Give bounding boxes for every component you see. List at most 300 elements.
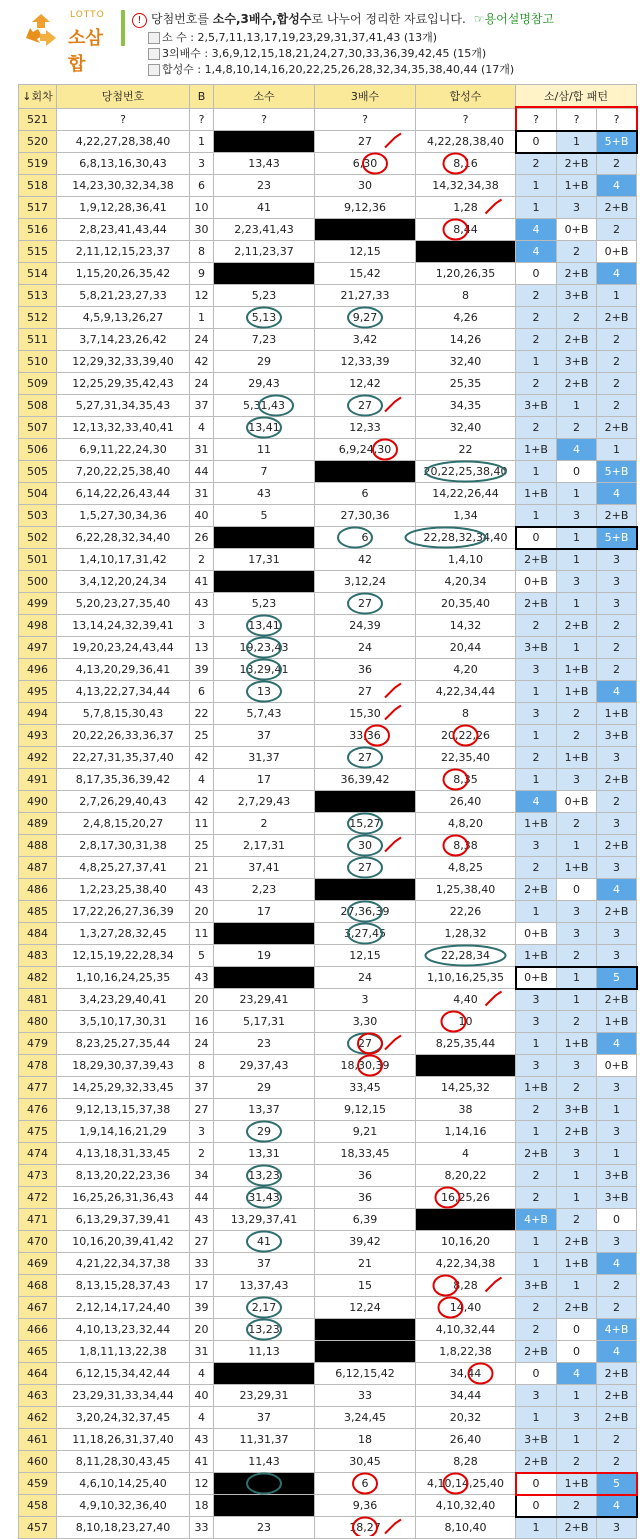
bonus-cell: 41 <box>190 1451 214 1473</box>
prime-cell <box>214 1363 315 1385</box>
multiple3-cell: 30 <box>315 835 416 857</box>
multiple3-cell: 9,36 <box>315 1495 416 1517</box>
composite-cell: 10,16,20 <box>416 1231 516 1253</box>
numbers-cell: 4,22,27,28,38,40 <box>57 131 190 153</box>
round-cell: 508 <box>19 395 57 417</box>
pattern-prime-cell: 1 <box>516 175 557 197</box>
pattern-composite-cell: ? <box>597 109 637 131</box>
prime-cell: 37,41 <box>214 857 315 879</box>
numbers-cell: 1,3,27,28,32,45 <box>57 923 190 945</box>
table-row <box>19 901 637 923</box>
numbers-cell: 6,8,13,16,30,43 <box>57 153 190 175</box>
pattern-composite-cell: 2 <box>597 791 637 813</box>
round-cell: 520 <box>19 131 57 153</box>
numbers-cell: 8,23,25,27,35,44 <box>57 1033 190 1055</box>
round-cell: 493 <box>19 725 57 747</box>
pattern-prime-cell: 1+B <box>516 483 557 505</box>
bonus-cell: 43 <box>190 593 214 615</box>
table-row <box>19 637 637 659</box>
round-cell: 501 <box>19 549 57 571</box>
table-row <box>19 879 637 901</box>
prime-cell: 13,23 <box>214 1319 315 1341</box>
pattern-mult3-cell: 1+B <box>557 1473 597 1495</box>
composite-cell: 1,8,22,38 <box>416 1341 516 1363</box>
composite-cell: 32,40 <box>416 417 516 439</box>
multiple3-cell <box>315 1341 416 1363</box>
prime-cell <box>214 131 315 153</box>
col-composite: 합성수 <box>416 85 516 109</box>
multiple3-cell: 33,36 <box>315 725 416 747</box>
col-bonus: B <box>190 85 214 109</box>
pattern-prime-cell: 2+B <box>516 1451 557 1473</box>
multiple3-cell: 9,12,15 <box>315 1099 416 1121</box>
bonus-cell: 22 <box>190 703 214 725</box>
numbers-cell: 1,9,12,28,36,41 <box>57 197 190 219</box>
bonus-cell: 40 <box>190 1385 214 1407</box>
bonus-cell: 13 <box>190 637 214 659</box>
pattern-mult3-cell: 1 <box>557 593 597 615</box>
pattern-prime-cell: 2 <box>516 1319 557 1341</box>
composite-cell: 20,22,26 <box>416 725 516 747</box>
pattern-prime-cell: 2 <box>516 1297 557 1319</box>
pattern-prime-cell: 4+B <box>516 1209 557 1231</box>
pattern-composite-cell: 1+B <box>597 703 637 725</box>
lotto-table <box>18 84 637 1539</box>
pattern-composite-cell: 2+B <box>597 769 637 791</box>
round-cell: 477 <box>19 1077 57 1099</box>
pattern-mult3-cell: 3+B <box>557 351 597 373</box>
alert-icon: ! <box>132 13 147 28</box>
prime-cell: ? <box>214 109 315 131</box>
prime-cell: 41 <box>214 197 315 219</box>
multiple3-cell: 18,30,39 <box>315 1055 416 1077</box>
round-cell: 491 <box>19 769 57 791</box>
numbers-cell: 1,9,14,16,21,29 <box>57 1121 190 1143</box>
table-row <box>19 725 637 747</box>
round-cell: 462 <box>19 1407 57 1429</box>
title-prefix: 당첨번호를 <box>151 12 213 26</box>
bonus-cell: 11 <box>190 813 214 835</box>
pattern-composite-cell: 2 <box>597 1451 637 1473</box>
pattern-prime-cell: 2+B <box>516 1341 557 1363</box>
prime-cell: 2,23,41,43 <box>214 219 315 241</box>
bonus-cell: 9 <box>190 263 214 285</box>
multiple3-cell: 18,33,45 <box>315 1143 416 1165</box>
pattern-prime-cell: 2 <box>516 153 557 175</box>
bonus-cell: 42 <box>190 747 214 769</box>
round-cell: 511 <box>19 329 57 351</box>
table-row <box>19 769 637 791</box>
multiple3-cell: 33 <box>315 1385 416 1407</box>
bonus-cell: 43 <box>190 1209 214 1231</box>
round-cell: 504 <box>19 483 57 505</box>
pattern-mult3-cell: 2 <box>557 703 597 725</box>
pattern-prime-cell: 1+B <box>516 1077 557 1099</box>
round-cell: 495 <box>19 681 57 703</box>
multiple3-cell <box>315 791 416 813</box>
pattern-composite-cell: 0+B <box>597 241 637 263</box>
multiple3-cell: 3,12,24 <box>315 571 416 593</box>
prime-cell: 23,29,31 <box>214 1385 315 1407</box>
round-cell: 481 <box>19 989 57 1011</box>
pattern-mult3-cell: 1+B <box>557 857 597 879</box>
bonus-cell: 25 <box>190 725 214 747</box>
composite-cell: 4,26 <box>416 307 516 329</box>
multiple3-cell: 15,27 <box>315 813 416 835</box>
divider <box>121 10 125 46</box>
pattern-mult3-cell: 3+B <box>557 1099 597 1121</box>
pattern-composite-cell: 2 <box>597 659 637 681</box>
pattern-mult3-cell: 1 <box>557 549 597 571</box>
multiple3-cell: 24 <box>315 967 416 989</box>
pattern-composite-cell: 2+B <box>597 1407 637 1429</box>
pattern-composite-cell: 2+B <box>597 197 637 219</box>
pattern-composite-cell: 3 <box>597 945 637 967</box>
composite-cell: 8,16 <box>416 153 516 175</box>
multiple3-cell: 33,45 <box>315 1077 416 1099</box>
prime-cell: 2,23 <box>214 879 315 901</box>
table-row <box>19 1341 637 1363</box>
multiple3-cell: 12,15 <box>315 241 416 263</box>
bonus-cell: 24 <box>190 373 214 395</box>
pattern-composite-cell: 5 <box>597 967 637 989</box>
numbers-cell: 4,13,20,29,36,41 <box>57 659 190 681</box>
table-row <box>19 1011 637 1033</box>
bonus-cell: 37 <box>190 1077 214 1099</box>
bonus-cell: 39 <box>190 1297 214 1319</box>
composite-cell: 8,28 <box>416 1275 516 1297</box>
numbers-cell: 12,29,32,33,39,40 <box>57 351 190 373</box>
pattern-composite-cell: 0 <box>597 1209 637 1231</box>
numbers-cell: 8,13,20,22,23,36 <box>57 1165 190 1187</box>
pattern-composite-cell: 3 <box>597 857 637 879</box>
table-row <box>19 1077 637 1099</box>
pattern-mult3-cell: 1+B <box>557 681 597 703</box>
prime-cell: 31,43 <box>214 1187 315 1209</box>
pattern-prime-cell: 3+B <box>516 1275 557 1297</box>
round-cell: 480 <box>19 1011 57 1033</box>
pattern-composite-cell: 5 <box>597 1473 637 1495</box>
numbers-cell: 12,25,29,35,42,43 <box>57 373 190 395</box>
pattern-composite-cell: 2 <box>597 351 637 373</box>
numbers-cell: 20,22,26,33,36,37 <box>57 725 190 747</box>
bonus-cell: 30 <box>190 219 214 241</box>
numbers-cell: ? <box>57 109 190 131</box>
logo <box>20 8 120 75</box>
pattern-mult3-cell: 4 <box>557 1363 597 1385</box>
pattern-prime-cell: 1 <box>516 1033 557 1055</box>
pattern-mult3-cell: 2 <box>557 307 597 329</box>
round-cell: 507 <box>19 417 57 439</box>
composite-cell: 4,40 <box>416 989 516 1011</box>
bonus-cell: 44 <box>190 1187 214 1209</box>
pattern-composite-cell: 4 <box>597 1253 637 1275</box>
pattern-prime-cell: 3 <box>516 659 557 681</box>
round-cell: 475 <box>19 1121 57 1143</box>
prime-cell: 7 <box>214 461 315 483</box>
composite-cell: 14,22,26,44 <box>416 483 516 505</box>
numbers-cell: 2,7,26,29,40,43 <box>57 791 190 813</box>
pattern-composite-cell: 1 <box>597 439 637 461</box>
prime-cell: 2,17 <box>214 1297 315 1319</box>
bonus-cell: 10 <box>190 197 214 219</box>
table-row <box>19 219 637 241</box>
bonus-cell: 3 <box>190 1121 214 1143</box>
pattern-composite-cell: 3 <box>597 1121 637 1143</box>
bonus-cell: 4 <box>190 1407 214 1429</box>
pattern-composite-cell: 2 <box>597 1429 637 1451</box>
round-cell: 482 <box>19 967 57 989</box>
pattern-prime-cell: 0+B <box>516 967 557 989</box>
bonus-cell: 24 <box>190 329 214 351</box>
table-row <box>19 351 637 373</box>
bonus-cell: 43 <box>190 879 214 901</box>
pattern-mult3-cell: 3 <box>557 901 597 923</box>
numbers-cell: 16,25,26,31,36,43 <box>57 1187 190 1209</box>
prime-cell <box>214 923 315 945</box>
table-row <box>19 307 637 329</box>
pattern-prime-cell: 2 <box>516 1187 557 1209</box>
prime-cell: 19 <box>214 945 315 967</box>
multiple3-cell <box>315 219 416 241</box>
prime-cell: 37 <box>214 1407 315 1429</box>
composite-cell: 4,10,14,25,40 <box>416 1473 516 1495</box>
pattern-composite-cell: 4 <box>597 1033 637 1055</box>
pattern-prime-cell: 1 <box>516 197 557 219</box>
bonus-cell: 12 <box>190 1473 214 1495</box>
table-row <box>19 1121 637 1143</box>
bonus-cell: 3 <box>190 153 214 175</box>
table-row <box>19 241 637 263</box>
col-prime: 소수 <box>214 85 315 109</box>
numbers-cell: 5,7,8,15,30,43 <box>57 703 190 725</box>
bonus-cell: 8 <box>190 1055 214 1077</box>
pattern-prime-cell: 1 <box>516 461 557 483</box>
multiple3-cell: 12,15 <box>315 945 416 967</box>
pattern-mult3-cell: 1+B <box>557 175 597 197</box>
pattern-mult3-cell: 1+B <box>557 1253 597 1275</box>
pattern-composite-cell: 2+B <box>597 1363 637 1385</box>
table-row <box>19 1055 637 1077</box>
composite-cell: 1,4,10 <box>416 549 516 571</box>
multiple3-cell: 27 <box>315 681 416 703</box>
composite-cell: 4,22,28,38,40 <box>416 131 516 153</box>
composite-cell: 14,25,32 <box>416 1077 516 1099</box>
bonus-cell: 1 <box>190 307 214 329</box>
prime-cell: 13,41 <box>214 615 315 637</box>
pattern-mult3-cell: 2 <box>557 945 597 967</box>
pattern-prime-cell: 3+B <box>516 637 557 659</box>
multiple3-cell: 18 <box>315 1429 416 1451</box>
numbers-cell: 1,5,27,30,34,36 <box>57 505 190 527</box>
highlight-box-black <box>515 966 638 990</box>
multiple3-cell: 27 <box>315 857 416 879</box>
table-row <box>19 703 637 725</box>
bullet-icon <box>148 48 160 60</box>
numbers-cell: 7,20,22,25,38,40 <box>57 461 190 483</box>
pattern-prime-cell: 0 <box>516 527 557 549</box>
pattern-composite-cell: 3 <box>597 813 637 835</box>
table-row <box>19 989 637 1011</box>
table-row <box>19 1429 637 1451</box>
pattern-composite-cell: 3+B <box>597 1165 637 1187</box>
numbers-cell: 4,13,18,31,33,45 <box>57 1143 190 1165</box>
prime-cell: 17,31 <box>214 549 315 571</box>
numbers-cell: 6,14,22,26,43,44 <box>57 483 190 505</box>
composite-cell: 14,40 <box>416 1297 516 1319</box>
prime-cell: 2 <box>214 813 315 835</box>
pattern-prime-cell: 0 <box>516 1473 557 1495</box>
composite-cell: 20,35,40 <box>416 593 516 615</box>
pattern-composite-cell: 2 <box>597 1275 637 1297</box>
pattern-prime-cell: 1 <box>516 901 557 923</box>
pattern-mult3-cell: 1 <box>557 483 597 505</box>
prime-cell <box>214 1495 315 1517</box>
pattern-prime-cell: 2 <box>516 1099 557 1121</box>
composite-cell: 34,44 <box>416 1363 516 1385</box>
composite-cell: 4,20 <box>416 659 516 681</box>
composite-cell: 22 <box>416 439 516 461</box>
pattern-prime-cell: 0+B <box>516 923 557 945</box>
numbers-cell: 4,5,9,13,26,27 <box>57 307 190 329</box>
table-row <box>19 1165 637 1187</box>
pattern-mult3-cell: 2+B <box>557 1517 597 1539</box>
pattern-prime-cell: 3+B <box>516 1429 557 1451</box>
highlight-box-black <box>515 526 638 550</box>
pattern-composite-cell: 2 <box>597 395 637 417</box>
pattern-prime-cell: 3 <box>516 1011 557 1033</box>
multiple3-cell <box>315 461 416 483</box>
round-cell: 476 <box>19 1099 57 1121</box>
pattern-prime-cell: 0+B <box>516 571 557 593</box>
pattern-mult3-cell: 0 <box>557 879 597 901</box>
multiple3-cell: 3 <box>315 989 416 1011</box>
multiple3-cell: 36,39,42 <box>315 769 416 791</box>
composite-cell: 4,20,34 <box>416 571 516 593</box>
multiple3-cell: 30,45 <box>315 1451 416 1473</box>
numbers-cell: 8,11,28,30,43,45 <box>57 1451 190 1473</box>
pattern-mult3-cell: 2 <box>557 1011 597 1033</box>
pattern-mult3-cell: 2 <box>557 1495 597 1517</box>
glossary-link[interactable]: ☞용어설명참고 <box>473 12 555 26</box>
round-cell: 500 <box>19 571 57 593</box>
prime-cell: 5,23 <box>214 593 315 615</box>
pattern-composite-cell: 4 <box>597 1341 637 1363</box>
pattern-prime-cell: 0 <box>516 263 557 285</box>
table-row <box>19 285 637 307</box>
table-row <box>19 483 637 505</box>
numbers-cell: 11,18,26,31,37,40 <box>57 1429 190 1451</box>
pattern-composite-cell: 3 <box>597 923 637 945</box>
bonus-cell: 8 <box>190 241 214 263</box>
bonus-cell: 11 <box>190 923 214 945</box>
table-row <box>19 1385 637 1407</box>
composite-cell <box>416 241 516 263</box>
pattern-composite-cell: 5+B <box>597 527 637 549</box>
prime-cell: 2,7,29,43 <box>214 791 315 813</box>
pattern-composite-cell: 2 <box>597 219 637 241</box>
bonus-cell: 4 <box>190 1363 214 1385</box>
multiple3-cell: 15 <box>315 1275 416 1297</box>
prime-cell: 13,31 <box>214 1143 315 1165</box>
composite-cell: 20,32 <box>416 1407 516 1429</box>
table-row <box>19 681 637 703</box>
multiple3-cell: 27,36,39 <box>315 901 416 923</box>
pattern-composite-cell: 4 <box>597 263 637 285</box>
table-row <box>19 1143 637 1165</box>
prime-cell: 17 <box>214 769 315 791</box>
composite-cell: 4,22,34,38 <box>416 1253 516 1275</box>
numbers-cell: 1,8,11,13,22,38 <box>57 1341 190 1363</box>
numbers-cell: 6,12,15,34,42,44 <box>57 1363 190 1385</box>
round-cell: 484 <box>19 923 57 945</box>
multiple3-cell: 6,12,15,42 <box>315 1363 416 1385</box>
table-row <box>19 1517 637 1539</box>
composite-cell: 25,35 <box>416 373 516 395</box>
composite-cell: 8,28 <box>416 1451 516 1473</box>
bonus-cell: 20 <box>190 989 214 1011</box>
pattern-composite-cell: 2 <box>597 637 637 659</box>
pattern-mult3-cell: 2+B <box>557 329 597 351</box>
bonus-cell: 25 <box>190 835 214 857</box>
multiple3-cell: 27 <box>315 747 416 769</box>
pattern-mult3-cell: 1 <box>557 527 597 549</box>
pattern-prime-cell: 1+B <box>516 813 557 835</box>
pattern-mult3-cell: 1+B <box>557 747 597 769</box>
multiple3-cell <box>315 1319 416 1341</box>
prime-cell: 37 <box>214 725 315 747</box>
round-cell: 512 <box>19 307 57 329</box>
multiple3-cell: 6,39 <box>315 1209 416 1231</box>
pattern-composite-cell: 2+B <box>597 417 637 439</box>
pattern-prime-cell: 3 <box>516 1055 557 1077</box>
numbers-cell: 3,4,12,20,24,34 <box>57 571 190 593</box>
table-row <box>19 439 637 461</box>
pattern-composite-cell: 3+B <box>597 725 637 747</box>
prime-cell: 37 <box>214 1253 315 1275</box>
round-cell: 506 <box>19 439 57 461</box>
prime-info: 소 수 : 2,5,7,11,13,17,19,23,29,31,37,41,43 (13개) <box>148 29 437 45</box>
table-row <box>19 593 637 615</box>
table-row <box>19 153 637 175</box>
round-cell: 465 <box>19 1341 57 1363</box>
bullet-icon <box>148 64 160 76</box>
pattern-mult3-cell: 2+B <box>557 373 597 395</box>
bonus-cell: 2 <box>190 1143 214 1165</box>
numbers-cell: 8,17,35,36,39,42 <box>57 769 190 791</box>
composite-cell: 4,8,25 <box>416 857 516 879</box>
multiple3-cell: 27 <box>315 1033 416 1055</box>
bonus-cell: 42 <box>190 791 214 813</box>
numbers-cell: 3,5,10,17,30,31 <box>57 1011 190 1033</box>
bonus-cell: 4 <box>190 417 214 439</box>
pattern-prime-cell: 1+B <box>516 439 557 461</box>
prime-cell <box>214 571 315 593</box>
bonus-cell: 12 <box>190 285 214 307</box>
bonus-cell: 40 <box>190 505 214 527</box>
composite-cell <box>416 1209 516 1231</box>
col-round[interactable]: ↓회차 <box>19 85 57 109</box>
multiple3-cell: 36 <box>315 1187 416 1209</box>
pattern-composite-cell: 2 <box>597 615 637 637</box>
pattern-mult3-cell: 1 <box>557 1275 597 1297</box>
round-cell: 487 <box>19 857 57 879</box>
composite-cell: 14,26 <box>416 329 516 351</box>
logo-title: 소삼합 <box>68 28 103 75</box>
numbers-cell: 14,25,29,32,33,45 <box>57 1077 190 1099</box>
pattern-prime-cell: 2 <box>516 417 557 439</box>
composite-cell: 8,25,35,44 <box>416 1033 516 1055</box>
